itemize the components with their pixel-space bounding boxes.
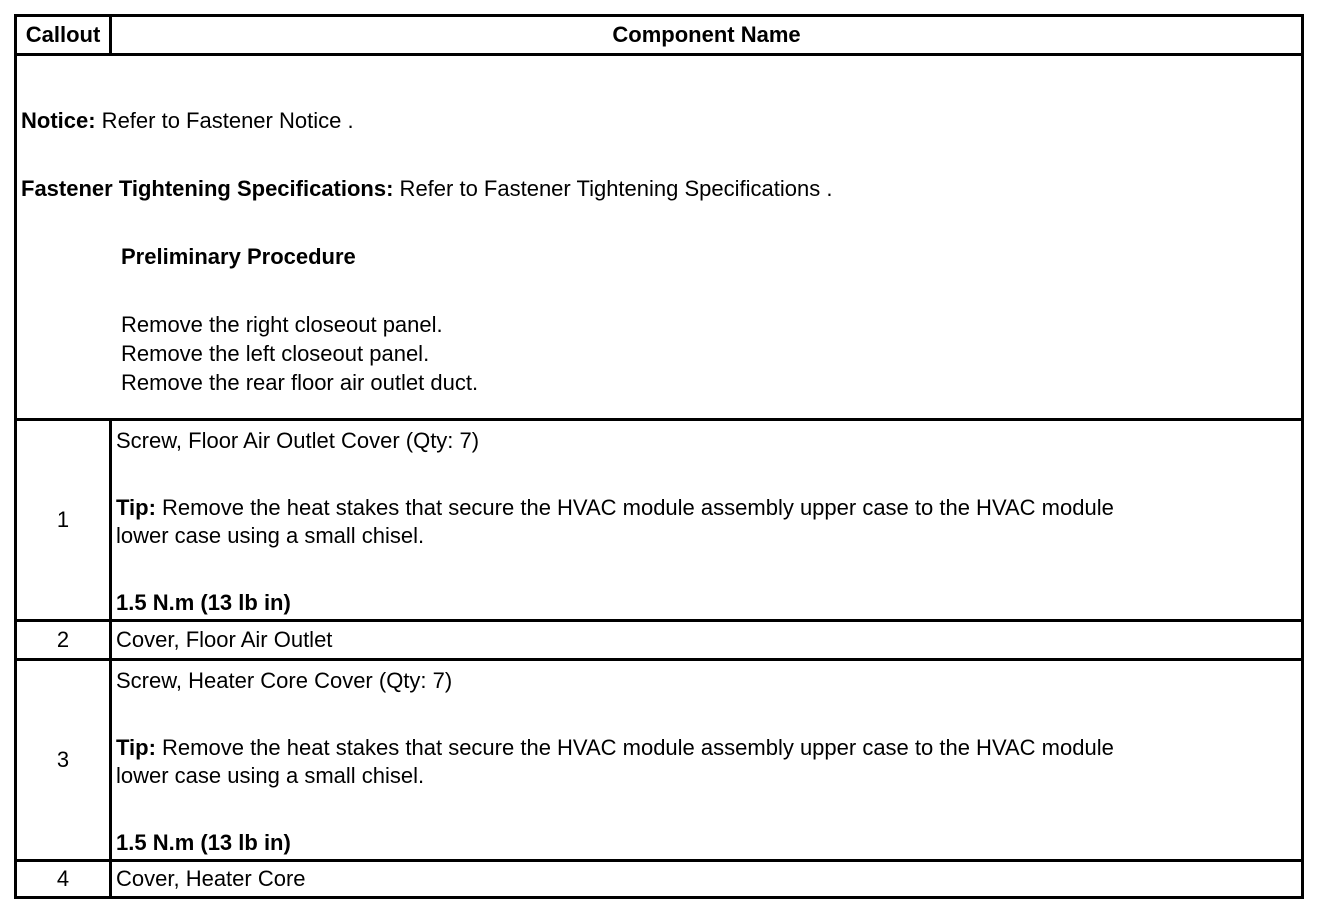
spec-line: [21, 174, 1297, 203]
component-table: [14, 14, 1304, 899]
component-name: Screw, Floor Air Outlet Cover (Qty: 7): [116, 428, 480, 453]
tip-label: Tip:: [116, 495, 156, 520]
component-cell: [111, 861, 1303, 898]
table-row: [16, 660, 1303, 861]
callout-cell: 3: [16, 660, 111, 861]
tip-line: [116, 494, 1301, 522]
component-cell: [111, 420, 1303, 621]
tip-line: [116, 734, 1301, 762]
callout-cell: 2: [16, 621, 111, 660]
notice-line: [21, 106, 1297, 135]
tip-text: Remove the heat stakes that secure the HVAC module assembly upper case to the HVAC module: [155, 735, 1114, 760]
torque-spec: 1.5 N.m (13 lb in): [116, 830, 291, 855]
component-cell: [111, 621, 1303, 660]
intro-row: [16, 55, 1303, 420]
intro-cell: [16, 55, 1303, 420]
preliminary-step: Remove the left closeout panel.: [121, 341, 430, 366]
notice-label: Notice:: [21, 108, 96, 133]
torque-spec: 1.5 N.m (13 lb in): [116, 590, 291, 615]
tip-label: Tip:: [116, 735, 156, 760]
preliminary-step: Remove the rear floor air outlet duct.: [121, 370, 479, 395]
spec-text: Refer to Fastener Tightening Specifications .: [393, 176, 833, 201]
component-name-header: Component Name: [111, 16, 1303, 55]
preliminary-heading: Preliminary Procedure: [121, 244, 356, 269]
component-name: Cover, Floor Air Outlet: [116, 627, 333, 652]
table-header-row: [16, 16, 1303, 55]
component-name: Screw, Heater Core Cover (Qty: 7): [116, 668, 453, 693]
tip-text-continued: lower case using a small chisel.: [116, 763, 425, 788]
callout-cell: 1: [16, 420, 111, 621]
tip-text: Remove the heat stakes that secure the HVAC module assembly upper case to the HVAC module: [155, 495, 1114, 520]
component-name: Cover, Heater Core: [116, 866, 306, 891]
component-cell: [111, 660, 1303, 861]
notice-text: Refer to Fastener Notice .: [95, 108, 354, 133]
preliminary-step: Remove the right closeout panel.: [121, 312, 443, 337]
callout-header: Callout: [16, 16, 111, 55]
table-row: [16, 861, 1303, 898]
tip-text-continued: lower case using a small chisel.: [116, 523, 425, 548]
table-row: [16, 621, 1303, 660]
callout-cell: 4: [16, 861, 111, 898]
spec-label: Fastener Tightening Specifications:: [21, 176, 394, 201]
table-row: [16, 420, 1303, 621]
